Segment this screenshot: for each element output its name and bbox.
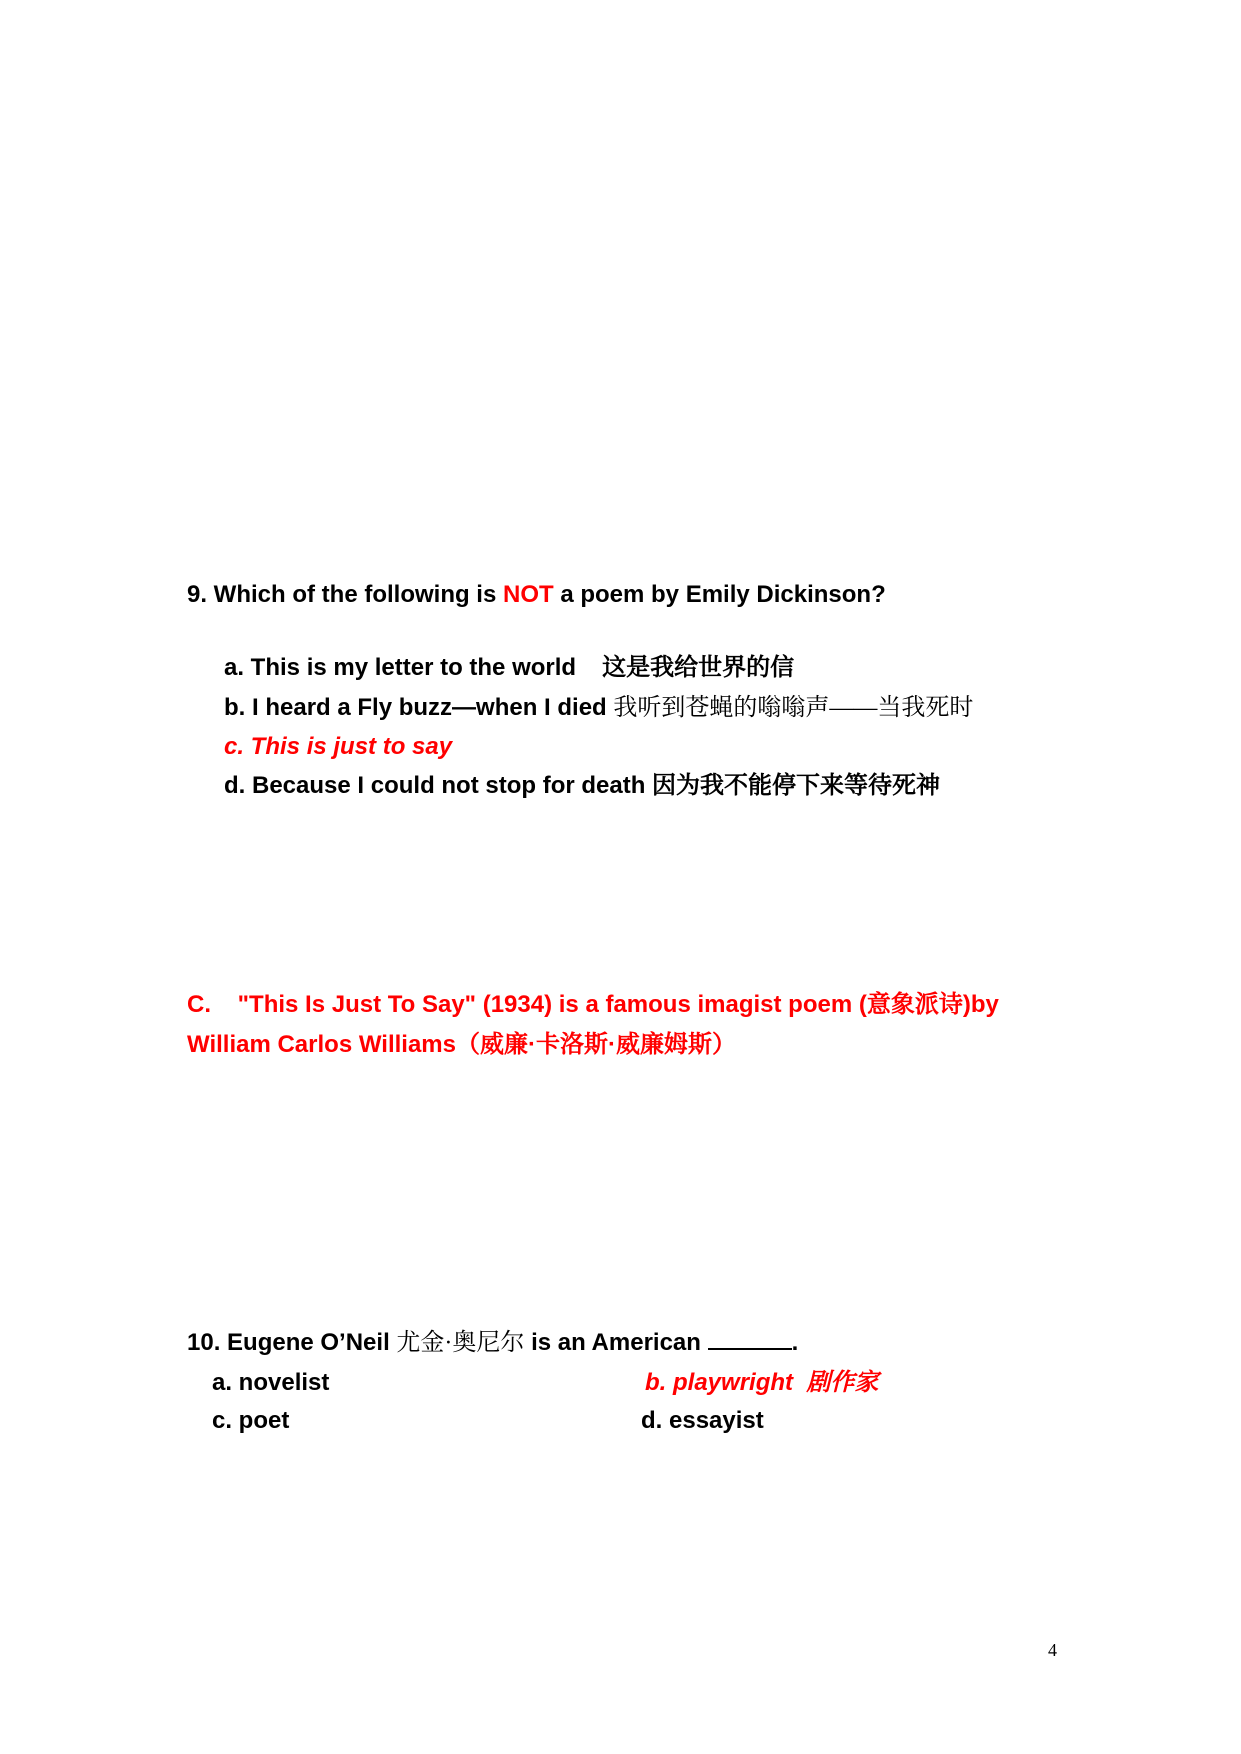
question-10-blank <box>708 1330 792 1350</box>
question-10-end: . <box>791 1329 799 1356</box>
question-10-stem <box>187 1328 798 1358</box>
question-9-suffix: a poem by Emily Dickinson? <box>553 581 886 608</box>
question-10-text-2: is an American <box>524 1329 708 1356</box>
option-a-chinese: 这是我给世界的信 <box>602 654 795 681</box>
question-9-prefix: 9. Which of the following is <box>187 581 503 608</box>
question-10-option-d: d. essayist <box>641 1407 764 1434</box>
question-10-option-b: b. playwright 剧作家 <box>645 1369 879 1396</box>
option-d-english: d. Because I could not stop for death <box>224 772 646 799</box>
question-9-option-b <box>224 693 973 723</box>
option-a-english: a. This is my letter to the world <box>224 654 577 681</box>
question-10-option-a: a. novelist <box>212 1369 330 1396</box>
question-9-answer-line-2: William Carlos Williams（威廉·卡洛斯·威廉姆斯） <box>187 1031 736 1058</box>
question-9-stem <box>187 580 886 610</box>
question-10-text-1: 10. Eugene O’Neil <box>187 1329 397 1356</box>
question-9-option-c: c. This is just to say <box>224 733 453 760</box>
option-b-chinese: 我听到苍蝇的嗡嗡声——当我死时 <box>613 695 974 721</box>
question-9-option-d <box>224 771 940 801</box>
question-9-emphasis: NOT <box>502 581 554 608</box>
page-number: 4 <box>1048 1640 1057 1660</box>
option-d-chinese: 因为我不能停下来等待死神 <box>652 772 941 799</box>
option-b-english: b. I heard a Fly buzz—when I died <box>224 694 607 721</box>
question-9-option-a <box>224 653 794 683</box>
question-10-chinese-name: 尤金·奥尼尔 <box>396 1330 525 1356</box>
question-10-option-c: c. poet <box>212 1407 290 1434</box>
question-9-answer-line-1: C. "This Is Just To Say" (1934) is a famous imagist poem (意象派诗)by <box>187 991 999 1018</box>
